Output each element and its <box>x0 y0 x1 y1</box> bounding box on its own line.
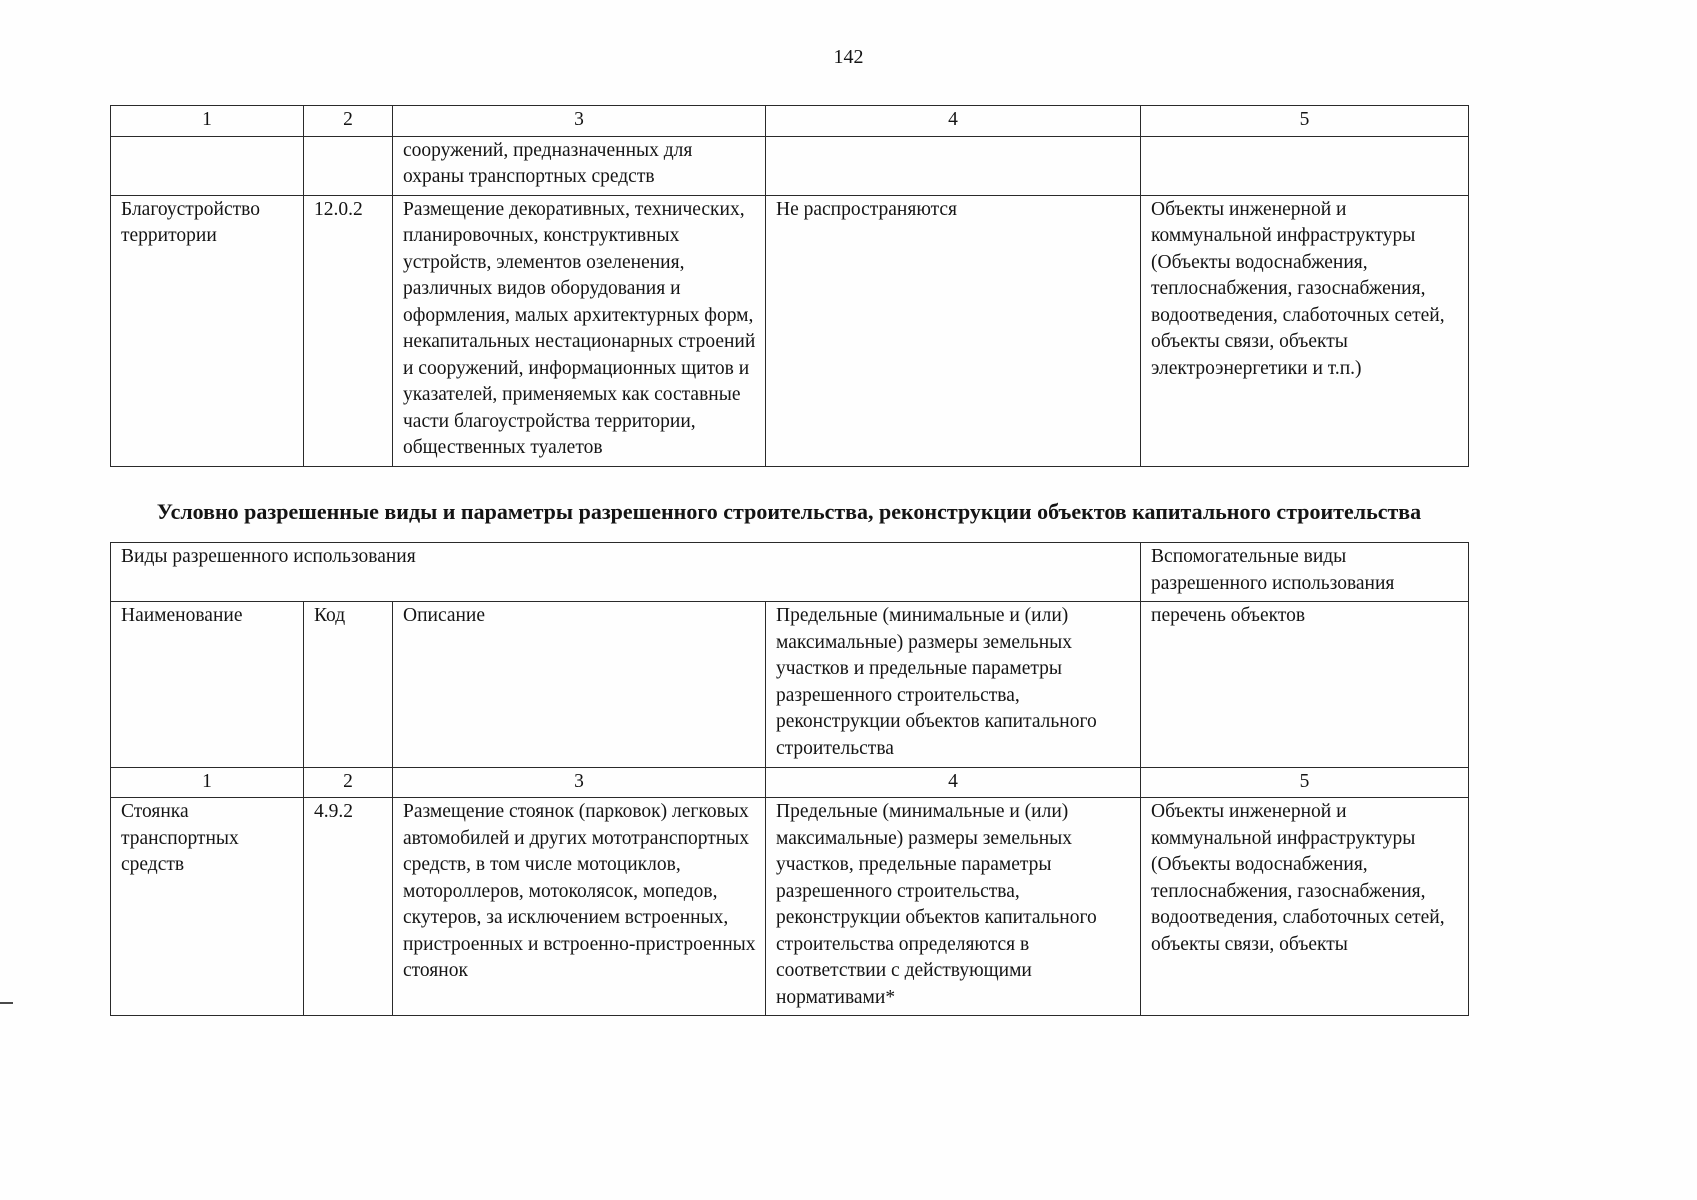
column-number-4: 4 <box>766 106 1141 137</box>
column-header-parameters: Предельные (минимальные и (или) максимальные) размеры земельных участков и предельные параметры разрешенного строительства, реконструкции объектов капитального строительства <box>766 602 1141 767</box>
column-number-2: 2 <box>304 106 393 137</box>
column-number-3: 3 <box>393 767 766 798</box>
cell-description: сооружений, предназначенных для охраны транспортных средств <box>393 136 766 195</box>
lower-table-number-row <box>111 767 1469 798</box>
cell-description: Размещение стоянок (парковок) легковых автомобилей и других мототранспортных средств, в том числе мотоциклов, мотороллеров, мотоколясок, мопедов, скутеров, за исключением встроенных, пристроенных и встроенно-пристроенных стоянок <box>393 798 766 1016</box>
lower-table-group-header-row <box>111 543 1469 602</box>
group-header-main: Виды разрешенного использования <box>111 543 1141 602</box>
cell-code <box>304 136 393 195</box>
column-number-1: 1 <box>111 767 304 798</box>
column-number-5: 5 <box>1141 106 1469 137</box>
cell-parameters: Не распространяются <box>766 195 1141 466</box>
cell-name: Благоустройство территории <box>111 195 304 466</box>
column-header-objects: перечень объектов <box>1141 602 1469 767</box>
column-number-1: 1 <box>111 106 304 137</box>
cell-name: Стоянка транспортных средств <box>111 798 304 1016</box>
cell-objects: Объекты инженерной и коммунальной инфраструктуры (Объекты водоснабжения, теплоснабжения, газоснабжения, водоотведения, слаботочных сетей, объекты связи, объекты <box>1141 798 1469 1016</box>
upper-table <box>110 105 1469 467</box>
column-number-4: 4 <box>766 767 1141 798</box>
lower-table-column-header-row <box>111 602 1469 767</box>
column-header-name: Наименование <box>111 602 304 767</box>
cell-objects <box>1141 136 1469 195</box>
page-content <box>110 105 1468 1016</box>
table-row-continuation <box>111 136 1469 195</box>
page-number: 142 <box>833 46 864 68</box>
column-header-description: Описание <box>393 602 766 767</box>
cell-objects: Объекты инженерной и коммунальной инфраструктуры (Объекты водоснабжения, теплоснабжения, газоснабжения, водоотведения, слаботочных сетей, объекты связи, объекты электроэнергетики и т.п.) <box>1141 195 1469 466</box>
cell-parameters <box>766 136 1141 195</box>
stray-mark <box>0 1002 13 1004</box>
cell-parameters: Предельные (минимальные и (или) максимальные) размеры земельных участков, предельные параметры разрешенного строительства, реконструкции объектов капитального строительства определяются в соответствии с действующими нормативами* <box>766 798 1141 1016</box>
column-number-3: 3 <box>393 106 766 137</box>
column-number-2: 2 <box>304 767 393 798</box>
group-header-auxiliary: Вспомогательные виды разрешенного использования <box>1141 543 1469 602</box>
cell-description: Размещение декоративных, технических, планировочных, конструктивных устройств, элементов озеленения, различных видов оборудования и оформления, малых архитектурных форм, некапитальных нестационарных строений и сооружений, информационных щитов и указателей, применяемых как составные части благоустройства территории, общественных туалетов <box>393 195 766 466</box>
table-row-stoyanka <box>111 798 1469 1016</box>
upper-table-number-row <box>111 106 1469 137</box>
lower-table <box>110 542 1469 1016</box>
section-title: Условно разрешенные виды и параметры разрешенного строительства, реконструкции объектов капитального строительства <box>156 498 1422 524</box>
cell-code: 12.0.2 <box>304 195 393 466</box>
table-row-blagoustroystvo <box>111 195 1469 466</box>
cell-code: 4.9.2 <box>304 798 393 1016</box>
column-header-code: Код <box>304 602 393 767</box>
cell-name <box>111 136 304 195</box>
column-number-5: 5 <box>1141 767 1469 798</box>
